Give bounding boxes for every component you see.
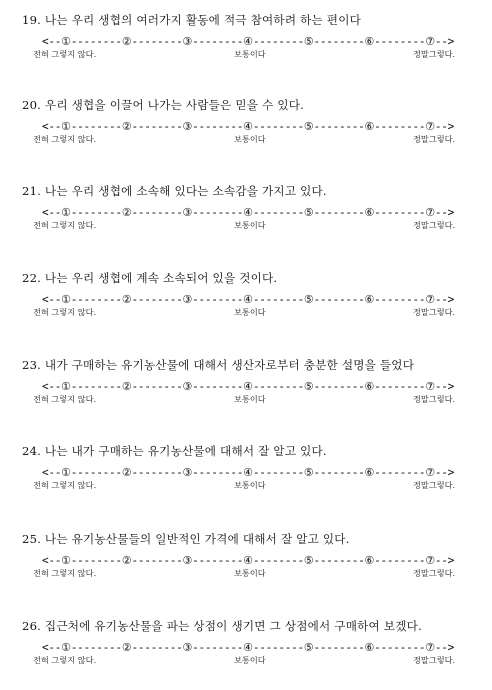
question-text: 23. 내가 구매하는 유기농산물에 대해서 생산자로부터 충분한 설명을 들었다 [22, 358, 415, 372]
scale-label-mid: 보통이다 [234, 655, 266, 665]
likert-scale: <--①--------②--------③--------④--------⑤--------⑥--------⑦--> [42, 35, 454, 48]
question-text: 24. 나는 내가 구매하는 유기농산물에 대해서 잘 알고 있다. [22, 444, 327, 458]
likert-scale: <--①--------②--------③--------④--------⑤--------⑥--------⑦--> [42, 293, 454, 306]
scale-label-mid: 보통이다 [234, 394, 266, 404]
scale-label-right: 정말그렇다. [413, 134, 456, 144]
scale-label-left: 전혀 그렇지 않다. [33, 480, 97, 490]
scale-label-left: 전혀 그렇지 않다. [33, 134, 97, 144]
scale-label-right: 정말그렇다. [413, 49, 456, 59]
scale-label-left: 전혀 그렇지 않다. [33, 394, 97, 404]
scale-label-mid: 보통이다 [234, 220, 266, 230]
question-24 [0, 443, 492, 513]
scale-label-left: 전혀 그렇지 않다. [33, 655, 97, 665]
scale-label-left: 전혀 그렇지 않다. [33, 49, 97, 59]
question-text: 21. 나는 우리 생협에 소속해 있다는 소속감을 가지고 있다. [22, 184, 327, 198]
question-26 [0, 618, 492, 688]
likert-scale: <--①--------②--------③--------④--------⑤--------⑥--------⑦--> [42, 466, 454, 479]
scale-label-right: 정말그렇다. [413, 480, 456, 490]
question-text: 25. 나는 유기농산물들의 일반적인 가격에 대해서 잘 알고 있다. [22, 532, 350, 546]
scale-label-mid: 보통이다 [234, 568, 266, 578]
question-text: 20. 우리 생협을 이끌어 나가는 사람들은 믿을 수 있다. [22, 98, 304, 112]
scale-label-right: 정말그렇다. [413, 655, 456, 665]
question-22 [0, 270, 492, 340]
scale-label-left: 전혀 그렇지 않다. [33, 307, 97, 317]
scale-label-right: 정말그렇다. [413, 307, 456, 317]
question-text: 22. 나는 우리 생협에 계속 소속되어 있을 것이다. [22, 271, 278, 285]
scale-label-left: 전혀 그렇지 않다. [33, 568, 97, 578]
question-25 [0, 531, 492, 601]
scale-label-right: 정말그렇다. [413, 220, 456, 230]
likert-scale: <--①--------②--------③--------④--------⑤--------⑥--------⑦--> [42, 120, 454, 133]
question-text: 19. 나는 우리 생협의 여러가지 활동에 적극 참여하려 하는 편이다 [22, 13, 361, 27]
scale-label-mid: 보통이다 [234, 480, 266, 490]
scale-label-mid: 보통이다 [234, 134, 266, 144]
likert-scale: <--①--------②--------③--------④--------⑤--------⑥--------⑦--> [42, 206, 454, 219]
question-20 [0, 97, 492, 167]
scale-label-mid: 보통이다 [234, 49, 266, 59]
scale-label-right: 정말그렇다. [413, 568, 456, 578]
likert-scale: <--①--------②--------③--------④--------⑤--------⑥--------⑦--> [42, 641, 454, 654]
question-19 [0, 12, 492, 82]
likert-scale: <--①--------②--------③--------④--------⑤--------⑥--------⑦--> [42, 380, 454, 393]
question-text: 26. 집근처에 유기농산물을 파는 상점이 생기면 그 상점에서 구매하여 보겠다. [22, 619, 422, 633]
scale-label-right: 정말그렇다. [413, 394, 456, 404]
scale-label-mid: 보통이다 [234, 307, 266, 317]
question-23 [0, 357, 492, 427]
question-21 [0, 183, 492, 253]
likert-scale: <--①--------②--------③--------④--------⑤--------⑥--------⑦--> [42, 554, 454, 567]
scale-label-left: 전혀 그렇지 않다. [33, 220, 97, 230]
